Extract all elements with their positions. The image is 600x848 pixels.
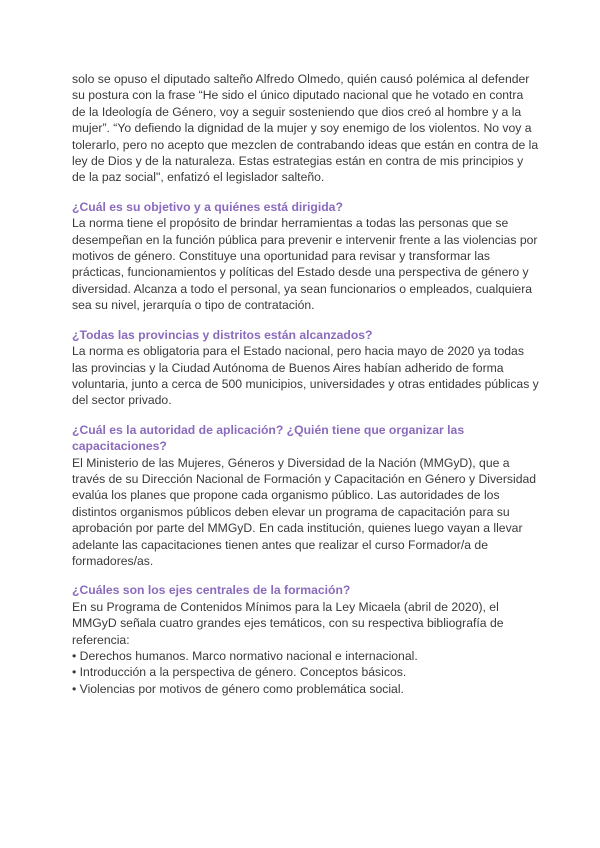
- list-item: • Derechos humanos. Marco normativo nacional e internacional.: [72, 648, 540, 664]
- section-body: La norma tiene el propósito de brindar herramientas a todas las personas que se desempeñan en la función pública para prevenir e intervenir frente a las violencias por motivos de género. Constituye una oportunidad para revisar y transformar las prácticas, funcionamientos y políticas del Estado desde una perspectiva de género y diversidad. Alcanza a todo el personal, ya sean funcionarios o empleados, cualquiera sea su nivel, jerarquía o tipo de contratación.: [72, 216, 538, 313]
- list-item: • Introducción a la perspectiva de género. Conceptos básicos.: [72, 664, 540, 680]
- section-body: El Ministerio de las Mujeres, Géneros y Diversidad de la Nación (MMGyD), que a través de su Dirección Nacional de Formación y Capacitación en Género y Diversidad evalúa los planes que propone cada organismo público. Las autoridades de los distintos organismos públicos deben elevar un programa de capacitación para su aprobación por parte del MMGyD. En cada institución, quienes luego vayan a llevar adelante las capacitaciones tienen antes que realizar el curso Formador/a de formadores/as.: [72, 455, 537, 568]
- section-provincias: [72, 327, 540, 409]
- list-item: • Violencias por motivos de género como problemática social.: [72, 681, 540, 697]
- section-heading: ¿Cuál es su objetivo y a quiénes está dirigida?: [72, 199, 343, 214]
- section-objetivo: [72, 199, 540, 314]
- bullet-list: [72, 648, 540, 697]
- intro-paragraph: solo se opuso el diputado salteño Alfredo Olmedo, quién causó polémica al defender su postura con la frase “He sido el único diputado nacional que he votado en contra de la Ideología de Género, voy a seguir sosteniendo que dios creó al hombre y a la mujer”. “Yo defiendo la dignidad de la mujer y soy enemigo de los violentos. No voy a tolerarlo, pero no acepto que mezclen de contrabando ideas que están en contra de la ley de Dios y de la naturaleza. Estas estrategias están en contra de mis principios y de la paz social", enfatizó el legislador salteño.: [72, 72, 539, 185]
- section-heading: ¿Cuál es la autoridad de aplicación? ¿Quién tiene que organizar las capacitaciones?: [72, 422, 465, 454]
- section-ejes: [72, 582, 540, 697]
- section-heading: ¿Todas las provincias y distritos están alcanzados?: [72, 327, 373, 342]
- section-body: La norma es obligatoria para el Estado nacional, pero hacia mayo de 2020 ya todas las provincias y la Ciudad Autónoma de Buenos Aires habían adherido de forma voluntaria, junto a cerca de 500 municipios, universidades y otras entidades públicas y del sector privado.: [72, 344, 539, 408]
- section-heading: ¿Cuáles son los ejes centrales de la formación?: [72, 583, 351, 598]
- section-body: En su Programa de Contenidos Mínimos para la Ley Micaela (abril de 2020), el MMGyD señala cuatro grandes ejes temáticos, con su respectiva bibliografía de referencia:: [72, 599, 504, 647]
- section-autoridad: [72, 422, 540, 570]
